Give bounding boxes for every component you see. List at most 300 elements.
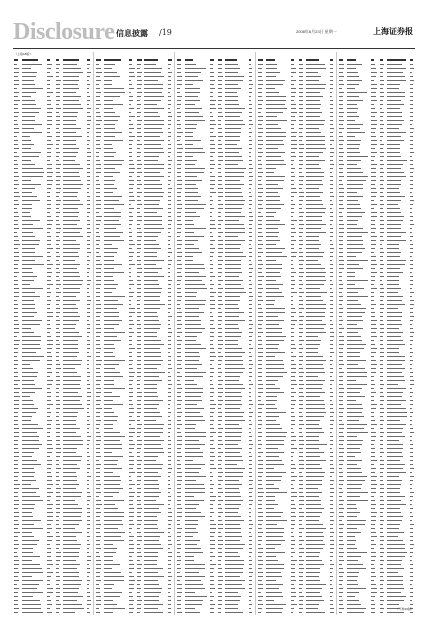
table-cell xyxy=(306,208,325,209)
table-row xyxy=(257,159,335,162)
table-row xyxy=(176,187,254,190)
table-cell xyxy=(339,544,344,545)
table-row xyxy=(176,523,254,526)
table-cell xyxy=(306,300,322,301)
table-cell xyxy=(63,344,78,345)
table-row xyxy=(176,347,254,350)
table-cell xyxy=(129,212,132,213)
table-cell xyxy=(129,264,135,265)
table-cell xyxy=(47,440,52,441)
table-row xyxy=(13,203,92,206)
table-row xyxy=(176,295,254,298)
table-cell xyxy=(258,328,262,329)
table-cell xyxy=(22,392,35,393)
table-row xyxy=(95,195,173,198)
table-row xyxy=(338,71,415,74)
table-cell xyxy=(339,252,343,253)
table-cell xyxy=(249,59,252,61)
table-row xyxy=(13,503,92,506)
table-row xyxy=(95,427,173,430)
table-cell xyxy=(96,584,99,585)
table-cell xyxy=(177,424,182,425)
table-cell xyxy=(47,532,50,533)
table-cell xyxy=(185,584,204,585)
table-cell xyxy=(144,232,161,233)
table-cell xyxy=(177,328,181,329)
table-cell xyxy=(63,124,76,125)
table-cell xyxy=(218,240,223,241)
table-row xyxy=(338,299,415,302)
table-cell xyxy=(168,444,171,445)
table-cell xyxy=(225,560,243,561)
table-cell xyxy=(87,59,90,61)
table-row xyxy=(95,179,173,182)
table-cell xyxy=(96,380,101,381)
table-cell xyxy=(210,132,213,133)
table-cell xyxy=(380,596,383,597)
table-cell xyxy=(266,588,279,589)
table-cell xyxy=(56,548,59,549)
table-cell xyxy=(410,516,413,517)
table-cell xyxy=(225,400,241,401)
table-cell xyxy=(96,544,100,545)
table-cell xyxy=(47,564,53,565)
table-cell xyxy=(266,272,280,273)
table-cell xyxy=(410,460,413,461)
table-cell xyxy=(225,604,238,605)
table-cell xyxy=(258,604,263,605)
table-cell xyxy=(22,588,37,589)
table-cell xyxy=(185,240,198,241)
table-row xyxy=(338,359,415,362)
table-cell xyxy=(96,108,99,109)
table-cell xyxy=(380,504,385,505)
table-cell xyxy=(306,324,326,325)
table-cell xyxy=(47,516,53,517)
table-cell xyxy=(266,412,286,413)
table-cell xyxy=(168,116,172,117)
table-cell xyxy=(258,292,262,293)
table-cell xyxy=(210,160,214,161)
table-cell xyxy=(258,484,262,485)
table-cell xyxy=(291,228,295,229)
table-cell xyxy=(380,456,383,457)
table-cell xyxy=(371,516,375,517)
table-cell xyxy=(347,364,358,365)
table-row xyxy=(257,211,335,214)
table-cell xyxy=(63,392,78,393)
table-cell xyxy=(96,272,101,273)
table-cell xyxy=(22,592,43,593)
table-cell xyxy=(330,496,333,497)
table-row xyxy=(338,423,415,426)
table-cell xyxy=(339,472,343,473)
table-row xyxy=(176,159,254,162)
table-cell xyxy=(387,120,404,121)
table-cell xyxy=(258,544,261,545)
table-cell xyxy=(185,436,206,437)
table-cell xyxy=(177,596,181,597)
table-cell xyxy=(22,276,37,277)
table-cell xyxy=(306,572,320,573)
table-cell xyxy=(330,180,334,181)
table-cell xyxy=(266,192,278,193)
table-cell xyxy=(339,328,344,329)
table-cell xyxy=(258,68,262,69)
table-cell xyxy=(104,268,115,269)
table-cell xyxy=(306,536,323,537)
table-cell xyxy=(380,564,384,565)
table-cell xyxy=(177,124,181,125)
table-cell xyxy=(104,172,120,173)
table-cell xyxy=(380,348,384,349)
table-cell xyxy=(104,116,120,117)
table-row xyxy=(338,367,415,370)
table-cell xyxy=(306,68,326,69)
table-cell xyxy=(210,484,215,485)
table-cell xyxy=(347,352,361,353)
table-cell xyxy=(14,516,19,517)
table-cell xyxy=(137,316,140,317)
table-cell xyxy=(185,300,206,301)
table-row xyxy=(338,207,415,210)
table-cell xyxy=(266,432,288,433)
table-cell xyxy=(22,108,41,109)
table-cell xyxy=(177,364,181,365)
table-row xyxy=(257,267,335,270)
table-cell xyxy=(96,188,100,189)
table-cell xyxy=(210,172,213,173)
table-cell xyxy=(258,568,262,569)
table-cell xyxy=(306,520,319,521)
table-cell xyxy=(380,356,384,357)
table-cell xyxy=(225,508,238,509)
table-cell xyxy=(371,124,377,125)
table-cell xyxy=(218,208,223,209)
table-row xyxy=(13,431,92,434)
table-cell xyxy=(168,316,172,317)
table-cell xyxy=(339,608,344,609)
table-cell xyxy=(339,600,343,601)
table-row xyxy=(95,203,173,206)
table-cell xyxy=(347,188,364,189)
table-cell xyxy=(225,268,240,269)
table-row xyxy=(257,555,335,558)
table-cell xyxy=(129,316,132,317)
table-cell xyxy=(306,192,323,193)
table-cell xyxy=(137,444,142,445)
table-cell xyxy=(306,512,322,513)
table-cell xyxy=(249,200,252,201)
table-cell xyxy=(63,252,78,253)
table-cell xyxy=(347,88,355,89)
table-cell xyxy=(339,460,344,461)
table-cell xyxy=(387,500,401,501)
table-cell xyxy=(144,572,158,573)
table-cell xyxy=(144,400,163,401)
table-cell xyxy=(144,112,158,113)
table-cell xyxy=(266,500,275,501)
table-cell xyxy=(347,524,365,525)
table-row xyxy=(257,71,335,74)
table-row xyxy=(95,587,173,590)
table-cell xyxy=(47,332,50,333)
table-row xyxy=(176,111,254,114)
table-cell xyxy=(291,268,294,269)
table-cell xyxy=(168,308,171,309)
table-cell xyxy=(387,224,402,225)
table-cell xyxy=(96,360,102,361)
table-cell xyxy=(249,92,253,93)
table-cell xyxy=(299,536,302,537)
table-cell xyxy=(22,328,31,329)
table-row xyxy=(257,111,335,114)
table-cell xyxy=(22,400,33,401)
table-cell xyxy=(339,524,344,525)
table-cell xyxy=(104,464,117,465)
table-row xyxy=(13,227,92,230)
table-cell xyxy=(96,392,101,393)
table-cell xyxy=(63,160,75,161)
table-cell xyxy=(380,132,385,133)
table-row xyxy=(95,123,173,126)
table-cell xyxy=(387,176,406,177)
table-cell xyxy=(104,296,125,297)
table-cell xyxy=(291,192,297,193)
table-cell xyxy=(87,284,91,285)
table-row xyxy=(13,403,92,406)
table-cell xyxy=(87,544,90,545)
table-row xyxy=(13,195,92,198)
table-cell xyxy=(63,492,82,493)
table-cell xyxy=(87,300,91,301)
table-cell xyxy=(225,380,239,381)
table-cell xyxy=(168,80,172,81)
table-row xyxy=(95,423,173,426)
table-cell xyxy=(177,276,182,277)
table-row xyxy=(257,539,335,542)
table-cell xyxy=(63,448,77,449)
table-row xyxy=(338,87,415,90)
table-cell xyxy=(185,420,206,421)
table-cell xyxy=(387,180,401,181)
table-row xyxy=(257,387,335,390)
continued-from-note xyxy=(176,52,254,58)
table-cell xyxy=(218,216,221,217)
table-cell xyxy=(258,224,262,225)
table-cell xyxy=(129,88,134,89)
table-cell xyxy=(177,244,182,245)
table-cell xyxy=(129,448,134,449)
table-cell xyxy=(299,264,303,265)
table-cell xyxy=(299,576,303,577)
table-row xyxy=(176,71,254,74)
table-cell xyxy=(177,604,181,605)
table-cell xyxy=(47,232,50,233)
table-cell xyxy=(299,236,302,237)
table-row xyxy=(13,247,92,250)
table-cell xyxy=(210,100,216,101)
table-cell xyxy=(371,59,373,61)
table-row xyxy=(95,527,173,530)
table-cell xyxy=(410,268,413,269)
table-cell xyxy=(380,480,383,481)
table-cell xyxy=(380,68,384,69)
table-cell xyxy=(87,84,90,85)
table-cell xyxy=(330,136,333,137)
table-cell xyxy=(210,496,216,497)
table-row xyxy=(13,563,92,566)
table-cell xyxy=(168,72,172,73)
table-cell xyxy=(266,380,278,381)
table-cell xyxy=(371,476,377,477)
table-cell xyxy=(104,460,118,461)
table-cell xyxy=(218,260,222,261)
table-cell xyxy=(22,232,33,233)
table-cell xyxy=(14,608,19,609)
table-cell xyxy=(14,260,19,261)
table-cell xyxy=(129,328,133,329)
table-cell xyxy=(210,388,214,389)
table-cell xyxy=(210,64,213,65)
table-row xyxy=(13,271,92,274)
table-cell xyxy=(225,340,238,341)
table-cell xyxy=(339,120,344,121)
table-cell xyxy=(177,112,181,113)
table-cell xyxy=(185,472,200,473)
table-row xyxy=(257,531,335,534)
table-cell xyxy=(291,560,297,561)
table-cell xyxy=(218,176,222,177)
table-cell xyxy=(129,512,134,513)
table-cell xyxy=(47,168,52,169)
table-cell xyxy=(266,72,280,73)
table-cell xyxy=(249,324,253,325)
table-cell xyxy=(56,256,61,257)
table-cell xyxy=(47,604,52,605)
table-cell xyxy=(144,96,163,97)
table-cell xyxy=(218,288,222,289)
table-cell xyxy=(299,140,302,141)
table-cell xyxy=(266,300,276,301)
table-cell xyxy=(22,76,36,77)
table-cell xyxy=(137,572,141,573)
table-cell xyxy=(387,276,399,277)
table-cell xyxy=(56,120,60,121)
table-row xyxy=(338,343,415,346)
table-cell xyxy=(168,176,171,177)
table-row xyxy=(338,483,415,486)
table-cell xyxy=(387,544,405,545)
table-cell xyxy=(306,608,318,609)
table-cell xyxy=(87,456,91,457)
table-row xyxy=(257,179,335,182)
table-cell xyxy=(96,452,100,453)
table-cell xyxy=(258,232,262,233)
table-cell xyxy=(258,480,262,481)
table-cell xyxy=(210,596,214,597)
table-cell xyxy=(137,404,141,405)
table-cell xyxy=(249,100,251,101)
table-cell xyxy=(306,412,326,413)
table-cell xyxy=(129,564,135,565)
table-cell xyxy=(387,564,401,565)
table-cell xyxy=(339,548,343,549)
table-cell xyxy=(104,400,114,401)
table-cell xyxy=(137,468,140,469)
table-cell xyxy=(22,516,33,517)
table-row xyxy=(257,143,335,146)
table-cell xyxy=(371,116,375,117)
table-cell xyxy=(218,76,222,77)
table-cell xyxy=(47,596,50,597)
table-cell xyxy=(185,600,203,601)
table-cell xyxy=(330,128,334,129)
table-cell xyxy=(104,288,116,289)
table-cell xyxy=(210,528,216,529)
table-cell xyxy=(96,216,102,217)
table-cell xyxy=(330,584,333,585)
table-cell xyxy=(371,472,375,473)
table-row xyxy=(257,415,335,418)
table-cell xyxy=(63,308,78,309)
table-cell xyxy=(144,584,159,585)
table-cell xyxy=(371,112,377,113)
table-cell xyxy=(347,72,359,73)
table-cell xyxy=(347,496,360,497)
table-cell xyxy=(129,80,131,81)
table-cell xyxy=(218,584,221,585)
table-cell xyxy=(410,368,412,369)
table-row xyxy=(176,163,254,166)
table-cell xyxy=(218,80,221,81)
table-cell xyxy=(299,304,303,305)
table-cell xyxy=(185,200,198,201)
table-cell xyxy=(137,552,141,553)
table-cell xyxy=(258,76,262,77)
table-cell xyxy=(410,360,413,361)
table-cell xyxy=(56,504,60,505)
table-cell xyxy=(168,59,172,61)
table-cell xyxy=(299,476,302,477)
table-cell xyxy=(266,452,284,453)
table-cell xyxy=(47,592,53,593)
table-cell xyxy=(218,140,221,141)
table-cell xyxy=(177,580,180,581)
table-row xyxy=(338,543,415,546)
table-cell xyxy=(218,424,221,425)
table-cell xyxy=(56,508,60,509)
table-cell xyxy=(210,152,215,153)
table-cell xyxy=(137,120,142,121)
table-cell xyxy=(249,84,253,85)
table-cell xyxy=(347,400,356,401)
table-cell xyxy=(339,532,343,533)
table-cell xyxy=(306,548,323,549)
table-cell xyxy=(266,436,287,437)
table-cell xyxy=(380,388,384,389)
table-cell xyxy=(339,368,342,369)
fund-table xyxy=(338,59,415,615)
table-cell xyxy=(14,59,18,61)
table-cell xyxy=(299,96,303,97)
table-cell xyxy=(330,156,333,157)
table-cell xyxy=(168,364,171,365)
table-cell xyxy=(185,556,195,557)
table-cell xyxy=(104,580,125,581)
table-cell xyxy=(258,296,262,297)
table-cell xyxy=(387,476,399,477)
